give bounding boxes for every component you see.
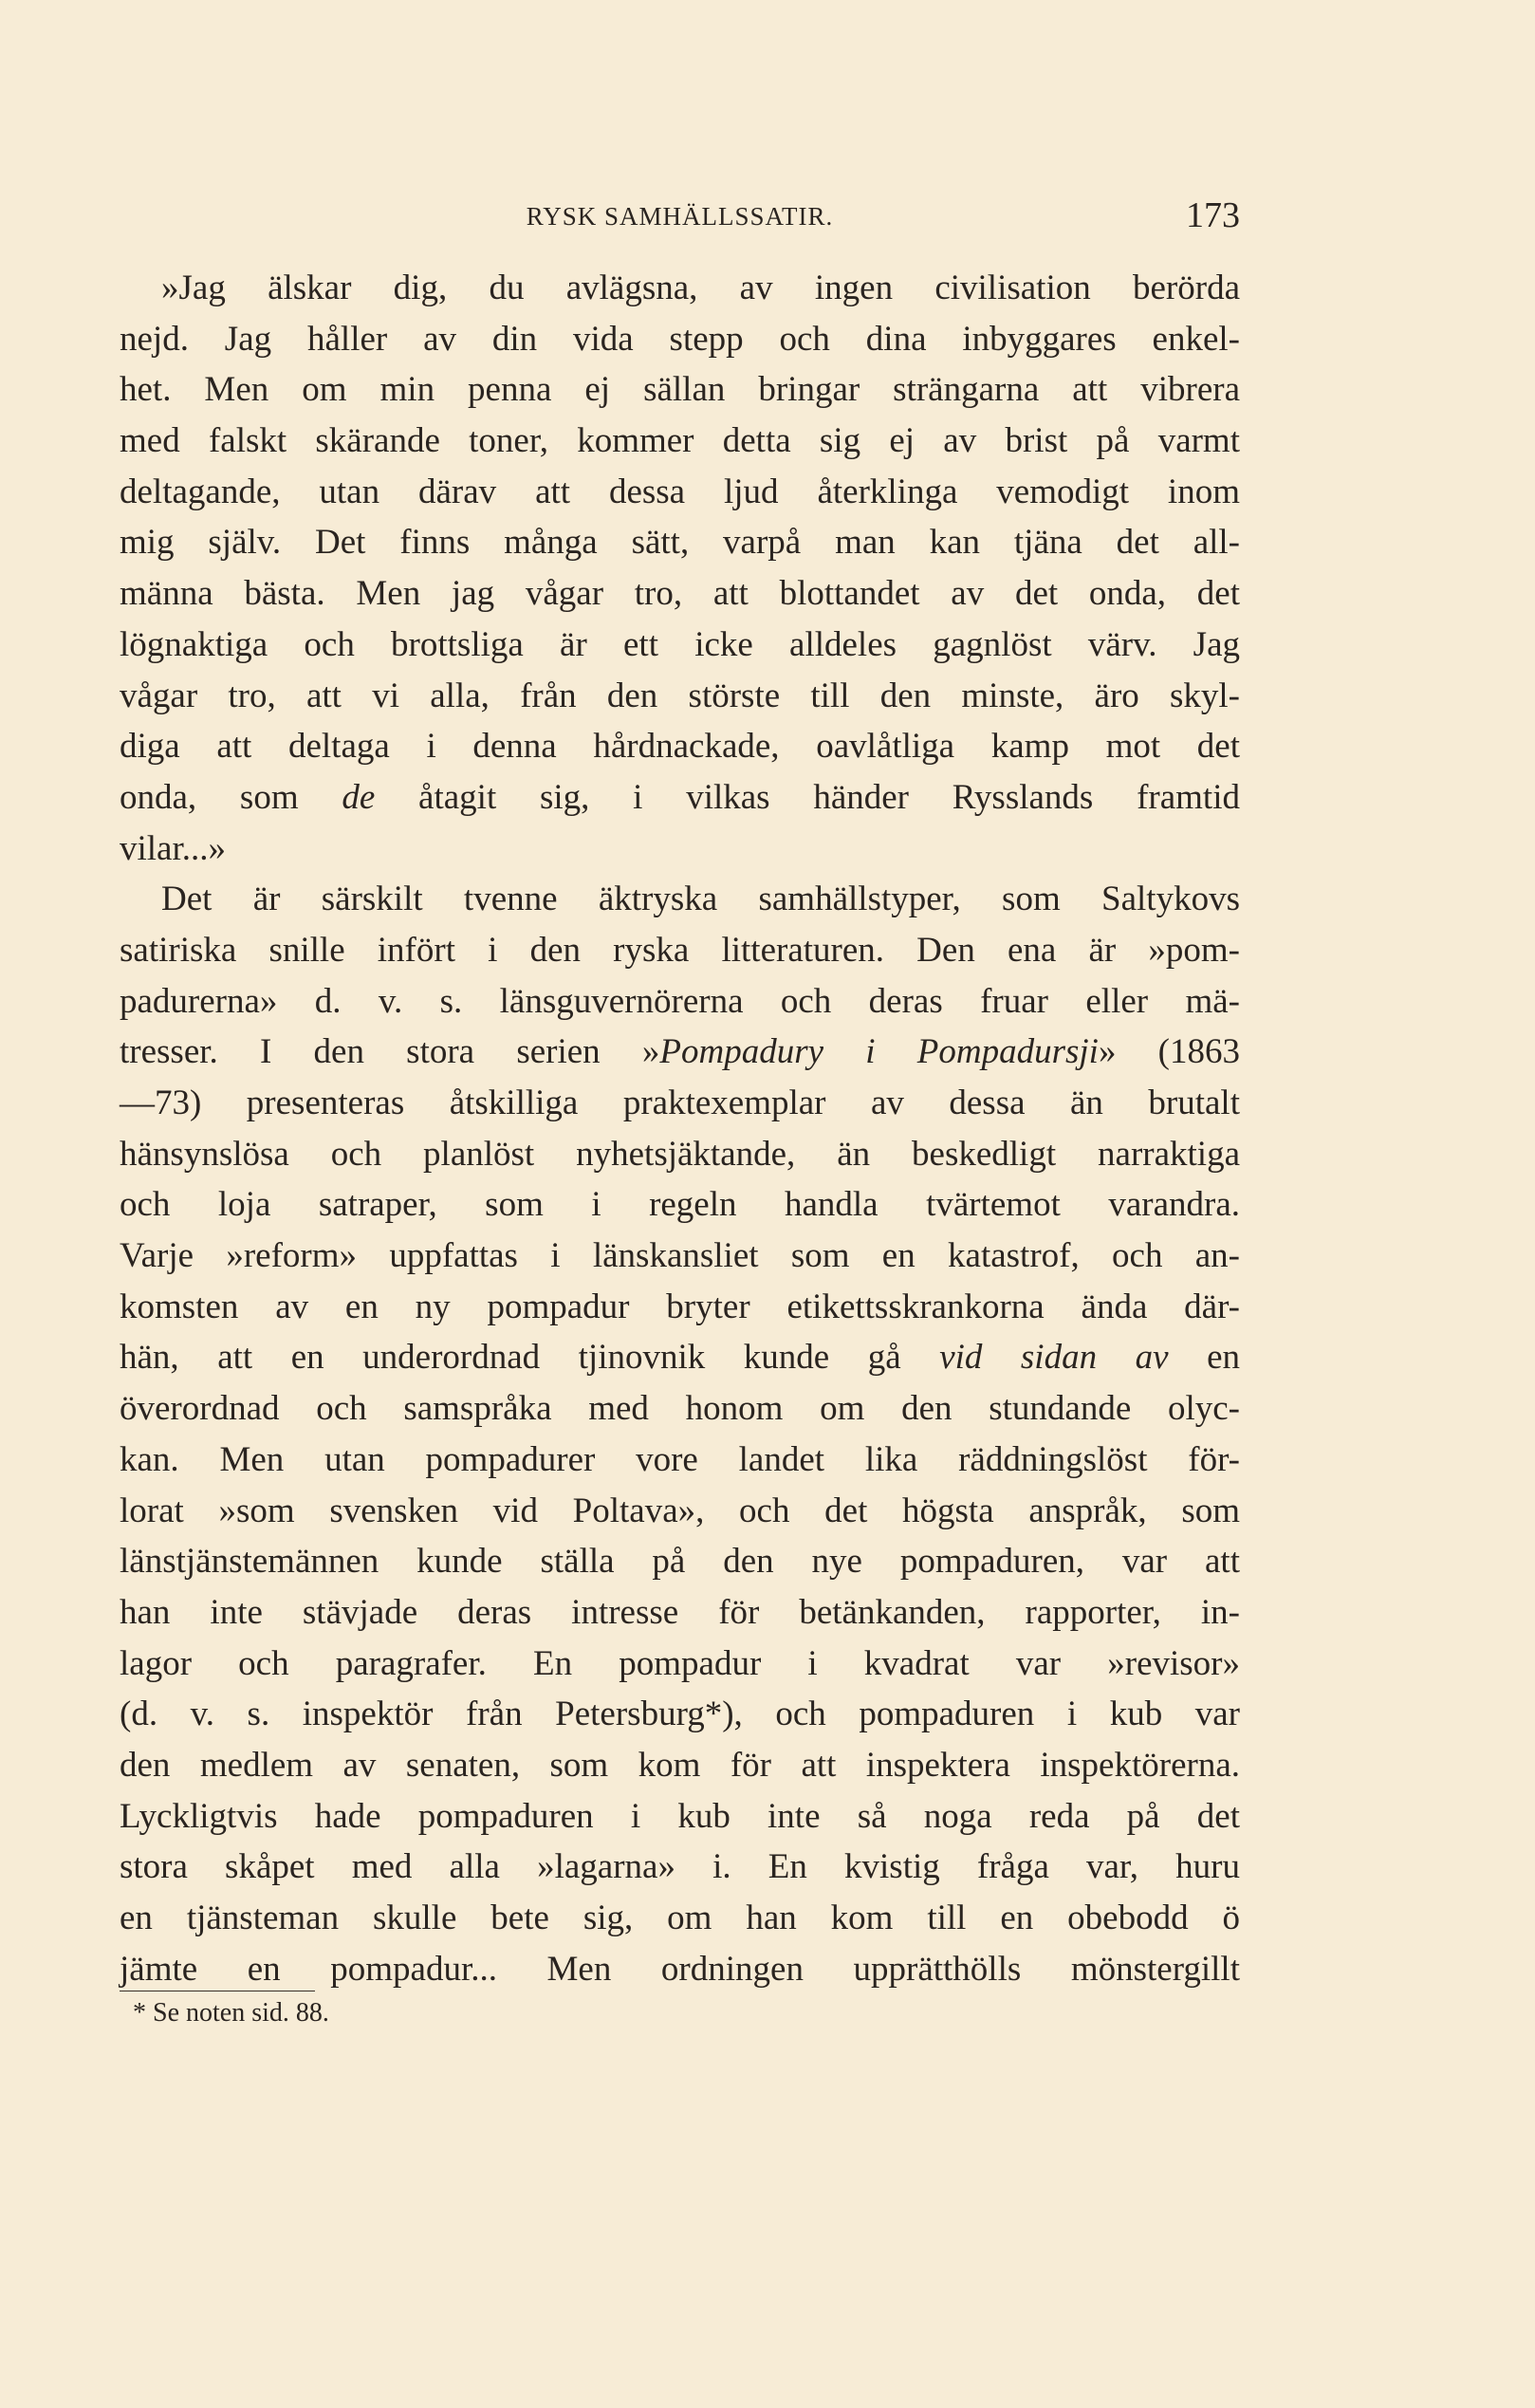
text-span: den medlem av senaten, som kom för att inspektera inspektörerna. — [120, 1745, 1240, 1785]
text-span: Varje »reform» uppfattas i länskansliet som en katastrof, och an- — [120, 1236, 1240, 1276]
text-span: kan. Men utan pompadurer vore landet lika räddningslöst för- — [120, 1439, 1240, 1479]
text-line — [120, 1179, 1240, 1231]
text-span: och loja satraper, som i regeln handla tvärtemot varandra. — [120, 1185, 1240, 1225]
italic-text: vid sidan av — [939, 1338, 1169, 1378]
text-line — [120, 1587, 1240, 1639]
text-line — [120, 1435, 1240, 1486]
text-span: länstjänstemännen kunde ställa på den nye pompaduren, var att — [120, 1542, 1240, 1582]
text-span: (d. v. s. inspektör från Petersburg*), och pompaduren i kub var — [120, 1695, 1240, 1734]
text-line — [120, 976, 1240, 1028]
text-line — [120, 1486, 1240, 1537]
text-span: han inte stävjade deras intresse för betänkanden, rapporter, in- — [120, 1592, 1240, 1632]
text-span: »Jag älskar dig, du avlägsna, av ingen civilisation berörda — [161, 269, 1240, 307]
text-line — [120, 517, 1240, 568]
text-line — [120, 1689, 1240, 1740]
page-number: 173 — [1186, 195, 1240, 235]
text-span: het. Men om min penna ej sällan bringar strängarna att vibrera — [120, 370, 1240, 410]
text-line — [120, 1231, 1240, 1282]
text-span: hänsynslösa och planlöst nyhetsjäktande, än beskedligt narraktiga — [120, 1134, 1240, 1174]
text-line — [120, 1078, 1240, 1129]
text-line — [120, 671, 1240, 722]
text-line — [120, 874, 1240, 925]
text-span: männa bästa. Men jag vågar tro, att blottandet av det onda, det — [120, 574, 1240, 614]
text-line — [120, 721, 1240, 772]
text-line — [120, 1383, 1240, 1435]
text-span: mig själv. Det finns många sätt, varpå man kan tjäna det all- — [120, 523, 1240, 563]
text-span: jämte en pompadur... Men ordningen upprätthölls mönstergillt — [120, 1949, 1240, 1989]
text-line — [120, 1332, 1240, 1383]
text-line — [120, 1027, 1240, 1078]
running-title: RYSK SAMHÄLLSSATIR. — [526, 202, 834, 231]
text-line — [120, 824, 1240, 875]
text-span: vågar tro, att vi alla, från den störste till den minste, äro skyl- — [120, 676, 1240, 715]
text-line — [120, 364, 1240, 416]
text-span: Det är särskilt tvenne äktryska samhällstyper, som Saltykovs — [161, 880, 1240, 919]
text-span: hän, att en underordnad tjinovnik kunde gå — [120, 1338, 940, 1378]
italic-text: de — [342, 777, 376, 817]
text-span: en — [1168, 1338, 1240, 1378]
text-span: vilar...» — [120, 828, 227, 868]
text-line — [120, 263, 1240, 314]
text-span: diga att deltaga i denna hårdnackade, oavlåtliga kamp mot det — [120, 727, 1240, 767]
text-span: en tjänsteman skulle bete sig, om han kom till en obebodd ö — [120, 1899, 1240, 1937]
text-line — [120, 314, 1240, 365]
text-span: lorat »som svensken vid Poltava», och det högsta anspråk, som — [120, 1491, 1240, 1530]
text-span: komsten av en ny pompadur bryter etikettsskrankorna ända där- — [120, 1287, 1240, 1326]
text-line — [120, 1639, 1240, 1690]
text-line — [120, 620, 1240, 671]
text-line — [120, 568, 1240, 620]
page-header — [120, 194, 1240, 236]
body-text — [120, 263, 1240, 1994]
text-line — [120, 1282, 1240, 1333]
text-span: stora skåpet med alla »lagarna» i. En kvistig fråga var, huru — [120, 1847, 1240, 1887]
text-line — [120, 925, 1240, 976]
text-span: överordnad och samspråka med honom om den stundande olyc- — [120, 1389, 1240, 1429]
text-line — [120, 1842, 1240, 1893]
text-line — [120, 1740, 1240, 1791]
text-line — [120, 467, 1240, 518]
text-span: lagor och paragrafer. En pompadur i kvadrat var »revisor» — [120, 1643, 1240, 1683]
text-line — [120, 1536, 1240, 1587]
text-span: lögnaktiga och brottsliga är ett icke alldeles gagnlöst värv. Jag — [120, 624, 1240, 664]
text-span: nejd. Jag håller av din vida stepp och dina inbyggares enkel- — [120, 319, 1240, 359]
text-span: tresser. I den stora serien » — [120, 1032, 660, 1072]
text-span: med falskt skärande toner, kommer detta sig ej av brist på varmt — [120, 421, 1240, 461]
text-line — [120, 1129, 1240, 1180]
text-span: padurerna» d. v. s. länsguvernörerna och deras fruar eller mä- — [120, 981, 1240, 1021]
text-span: —73) presenteras åtskilliga praktexemplar av dessa än brutalt — [120, 1084, 1240, 1122]
footnote: * Se noten sid. 88. — [133, 1998, 329, 2028]
text-span: Lyckligtvis hade pompaduren i kub inte så noga reda på det — [120, 1796, 1240, 1836]
text-line — [120, 1893, 1240, 1944]
text-span: åtagit sig, i vilkas händer Rysslands framtid — [375, 777, 1240, 817]
text-line — [120, 1791, 1240, 1843]
text-span: onda, som — [120, 777, 342, 817]
text-span: satiriska snille infört i den ryska litteraturen. Den ena är »pom- — [120, 930, 1240, 970]
text-line — [120, 416, 1240, 467]
text-span: » (1863 — [1098, 1032, 1240, 1072]
text-line — [120, 772, 1240, 824]
text-line — [120, 1944, 1240, 1995]
italic-text: Pompadury i Pompadursji — [659, 1032, 1099, 1072]
text-span: deltagande, utan därav att dessa ljud återklinga vemodigt inom — [120, 472, 1240, 511]
